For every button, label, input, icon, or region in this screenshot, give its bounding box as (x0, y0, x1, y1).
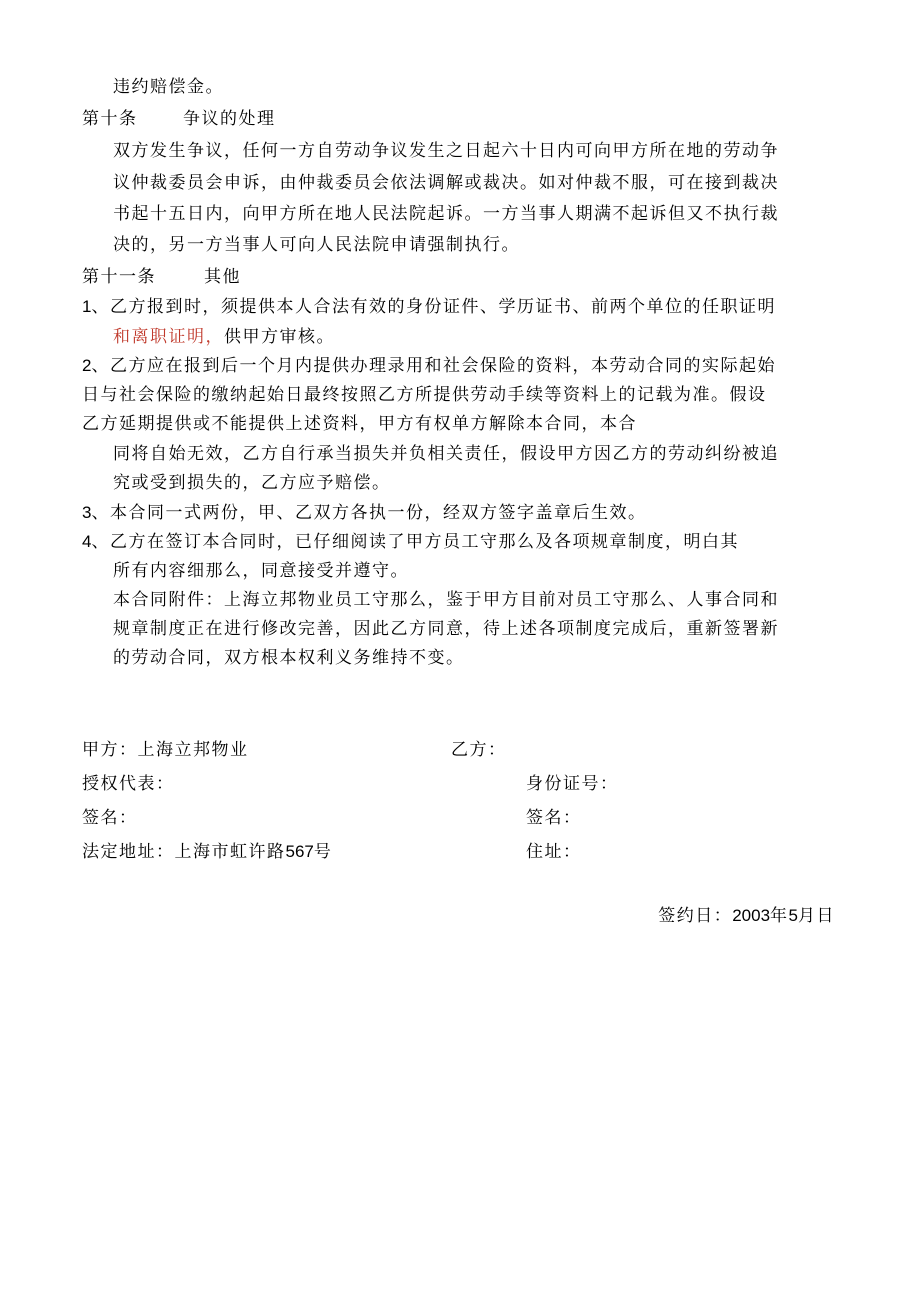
item3-number: 3 (82, 503, 92, 522)
date-year: 2003 (732, 906, 771, 925)
id-number: 身份证号： (526, 774, 619, 794)
legal-address (82, 841, 332, 863)
date-month-unit: 月日 (798, 906, 835, 926)
item1-line-2 (113, 326, 335, 348)
item1-number: 1 (82, 297, 92, 316)
item1-line-1 (82, 296, 776, 318)
item2-number: 2 (82, 356, 92, 375)
party-b: 乙方： (451, 740, 507, 760)
item1-line2-rest: 供甲方审核。 (224, 327, 335, 347)
item1-highlight: 和离职证明， (113, 327, 224, 347)
item1-text: 、乙方报到时，须提供本人合法有效的身份证件、学历证书、前两个单位的任职证明 (91, 297, 776, 317)
attachment-line-1: 本合同附件：上海立邦物业员工守那么，鉴于甲方目前对员工守那么、人事合同和 (113, 590, 779, 610)
authorized-rep: 授权代表： (82, 774, 175, 794)
signing-date (658, 905, 835, 927)
date-prefix: 签约日： (658, 906, 733, 926)
residence: 住址： (526, 842, 582, 862)
address-prefix: 法定地址：上海市虹许路 (82, 842, 286, 862)
item2-line-3: 乙方延期提供或不能提供上述资料，甲方有权单方解除本合同，本合 (82, 414, 637, 434)
date-month: 5 (788, 906, 798, 925)
signature-a: 签名： (82, 808, 138, 828)
item2-line-4: 同将自始无效，乙方自行承当损失并负相关责任，假设甲方因乙方的劳动纠纷被追 (113, 444, 779, 464)
item2-line-5: 究或受到损失的，乙方应予赔偿。 (113, 473, 391, 493)
attachment-line-3: 的劳动合同，双方根本权利义务维持不变。 (113, 648, 465, 668)
attachment-line-2: 规章制度正在进行修改完善，因此乙方同意，待上述各项制度完成后，重新签署新 (113, 619, 779, 639)
item2-line-1 (82, 355, 776, 377)
address-suffix: 号 (313, 842, 333, 862)
article10-heading: 第十条 (82, 109, 138, 129)
article10-line-4: 决的，另一方当事人可向人民法院申请强制执行。 (113, 235, 520, 255)
continuation-text: 违约赔偿金。 (113, 77, 224, 97)
item2-text: 、乙方应在报到后一个月内提供办理录用和社会保险的资料，本劳动合同的实际起始 (91, 356, 776, 376)
address-number: 567 (285, 842, 314, 861)
party-a: 甲方：上海立邦物业 (82, 740, 249, 760)
article10-line-1: 双方发生争议，任何一方自劳动争议发生之日起六十日内可向甲方所在地的劳动争 (113, 141, 779, 161)
item4-line-1 (82, 531, 739, 553)
article10-line-3: 书起十五日内，向甲方所在地人民法院起诉。一方当事人期满不起诉但又不执行裁 (113, 204, 779, 224)
item4-number: 4 (82, 532, 92, 551)
item2-line-2: 日与社会保险的缴纳起始日最终按照乙方所提供劳动手续等资料上的记载为准。假设 (82, 385, 767, 405)
article10-title: 争议的处理 (183, 109, 276, 129)
item3-text: 、本合同一式两份，甲、乙双方各执一份，经双方签字盖章后生效。 (91, 503, 647, 523)
signature-b: 签名： (526, 808, 582, 828)
item3-line-1 (82, 502, 646, 524)
article11-heading: 第十一条 (82, 267, 156, 287)
item4-line-2: 所有内容细那么，同意接受并遵守。 (113, 561, 409, 581)
article10-line-2: 议仲裁委员会申诉，由仲裁委员会依法调解或裁决。如对仲裁不服，可在接到裁决 (113, 173, 779, 193)
date-year-unit: 年 (770, 906, 789, 926)
article11-title: 其他 (204, 267, 241, 287)
item4-text: 、乙方在签订本合同时，已仔细阅读了甲方员工守那么及各项规章制度，明白其 (91, 532, 739, 552)
